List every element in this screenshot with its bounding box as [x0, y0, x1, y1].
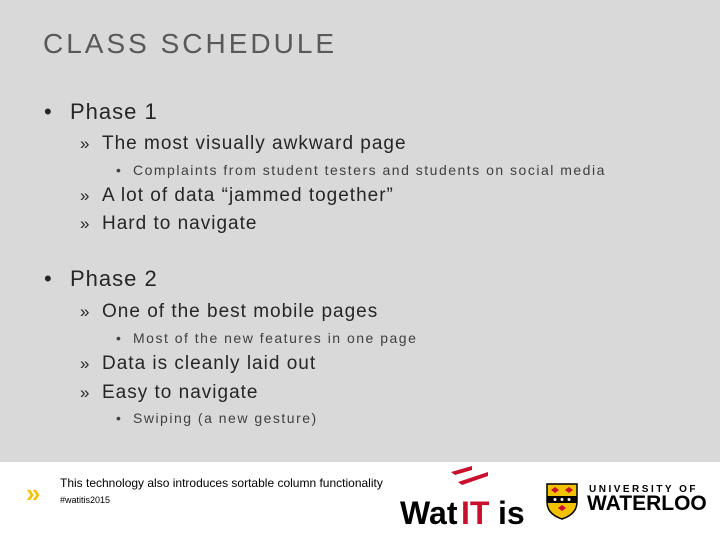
list-item	[80, 213, 257, 235]
svg-text:IT: IT	[461, 495, 490, 531]
svg-text:Wat: Wat	[400, 495, 458, 531]
bullet-icon: •	[116, 162, 123, 178]
bullet-icon: •	[44, 266, 53, 291]
list-item	[116, 162, 606, 178]
arrow-bullet-icon: »	[80, 354, 91, 373]
bullet-icon: •	[116, 410, 123, 426]
list-item-text: Data is cleanly laid out	[102, 353, 317, 374]
bullet-icon: •	[44, 99, 53, 124]
phase2-heading-text: Phase 2	[70, 266, 158, 291]
arrow-bullet-icon: »	[80, 134, 91, 153]
university-crest-icon	[545, 482, 579, 520]
list-item	[80, 353, 316, 375]
list-item	[116, 410, 318, 426]
list-item-text: Most of the new features in one page	[133, 330, 418, 346]
phase1-heading-text: Phase 1	[70, 99, 158, 124]
watitis-logo	[398, 466, 535, 532]
arrow-bullet-icon: »	[80, 302, 91, 321]
phase1-heading	[44, 99, 158, 125]
list-item-text: Swiping (a new gesture)	[133, 410, 318, 426]
footer-note: This technology also introduces sortable column functionality	[60, 476, 383, 490]
list-item	[80, 382, 258, 404]
university-label: UNIVERSITY OF	[589, 484, 698, 495]
phase2-heading	[44, 266, 158, 292]
arrow-bullet-icon: »	[80, 186, 91, 205]
list-item	[116, 330, 417, 346]
bullet-icon: •	[116, 330, 123, 346]
list-item-text: One of the best mobile pages	[102, 301, 379, 322]
list-item-text: Hard to navigate	[102, 213, 258, 234]
slide-title: CLASS SCHEDULE	[43, 28, 338, 59]
arrow-bullet-icon: »	[80, 214, 91, 233]
university-name: WATERLOO	[587, 492, 707, 515]
list-item-text: Complaints from student testers and students on social media	[133, 162, 606, 178]
list-item	[80, 185, 394, 207]
list-item-text: Easy to navigate	[102, 382, 259, 403]
list-item	[80, 133, 407, 155]
list-item-text: The most visually awkward page	[102, 133, 407, 154]
arrow-bullet-icon: »	[80, 383, 91, 402]
double-chevron-icon: »	[26, 478, 41, 508]
hashtag: #watitis2015	[60, 495, 111, 505]
svg-text:is: is	[498, 495, 525, 531]
list-item	[80, 301, 378, 323]
list-item-text: A lot of data “jammed together”	[102, 185, 394, 206]
